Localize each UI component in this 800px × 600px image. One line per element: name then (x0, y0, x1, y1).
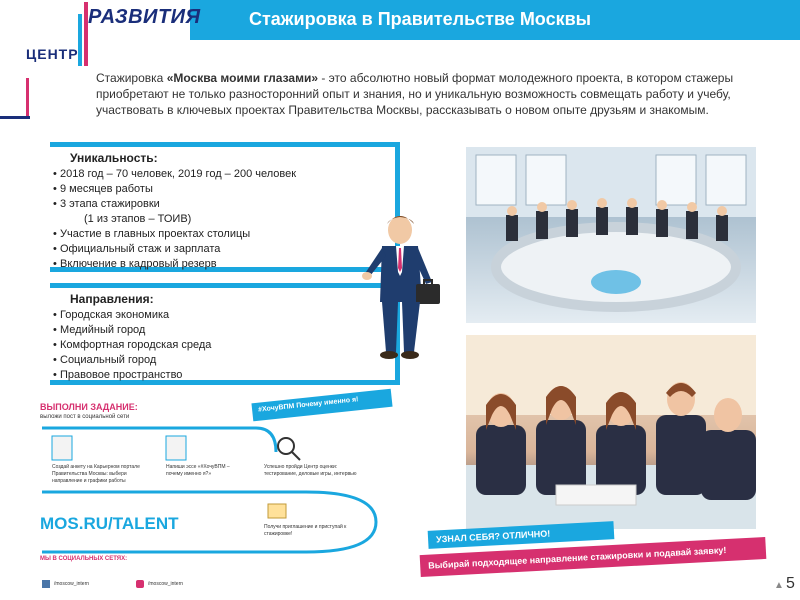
step-1-text: Создай анкету на Карьерном портале Правительства Москвы: выбери направление и графики работы (52, 464, 140, 484)
list-item: (1 из этапов – ТОИВ) (84, 213, 192, 225)
page-title: Стажировка в Правительстве Москвы (248, 9, 592, 29)
directions-list (50, 308, 391, 383)
list-item: • Правовое пространство (50, 368, 391, 383)
banner-top: УЗНАЛ СЕБЯ? ОТЛИЧНО! (428, 521, 615, 549)
uniqueness-title: Уникальность: (70, 151, 158, 165)
logo-accent-line (0, 116, 30, 119)
directions-title: Направления: (70, 292, 154, 306)
directions-box (50, 283, 400, 385)
logo-text-top: РАЗВИТИЯ (88, 6, 201, 28)
intro-project-name: «Москва моими глазами» (166, 71, 318, 85)
list-item: • Участие в главных проектах столицы (50, 227, 391, 242)
intro-paragraph (96, 70, 776, 118)
task-subtitle: выложи пост в социальной сети (40, 414, 130, 420)
step-2-text: Напиши эссе «#ХочуВПМ – почему именно я?» (166, 464, 230, 477)
hashtag-label: #ХочуВПМ Почему именно я! (251, 389, 392, 422)
page-number: 5 (786, 575, 795, 592)
list-item: • 9 месяцев работы (50, 182, 391, 197)
businessman-illustration (356, 212, 446, 362)
uniqueness-list (50, 167, 391, 272)
vk-link[interactable]: /moscow_intern (54, 581, 90, 587)
social-title: МЫ В СОЦИАЛЬНЫХ СЕТЯХ: (40, 556, 128, 562)
list-item: • Медийный город (50, 323, 391, 338)
application-infographic (36, 392, 396, 600)
list-item: • Городская экономика (50, 308, 391, 323)
logo-stripe-blue (78, 14, 82, 66)
page-marker-icon: ▲ (774, 580, 784, 591)
intro-prefix: Стажировка (96, 71, 167, 85)
list-item: • Включение в кадровый резерв (50, 257, 391, 272)
step-4-text: Получи приглашение и приступай к стажировке! (264, 524, 347, 537)
site-link[interactable]: MOS.RU/TALENT (40, 514, 179, 533)
uniqueness-box (50, 142, 400, 272)
step-3-text: Успешно пройди Центр оценки: тестирование, деловые игры, интервью (264, 464, 357, 477)
list-item: • Социальный город (50, 353, 391, 368)
interns-photo (466, 335, 756, 529)
meeting-photo (466, 147, 756, 323)
logo-text-bottom: ЦЕНТР (26, 46, 79, 62)
logo-accent-pink (26, 78, 29, 118)
task-title: ВЫПОЛНИ ЗАДАНИЕ: (40, 402, 138, 412)
instagram-link[interactable]: /moscow_intern (148, 581, 184, 587)
list-item: • 3 этапа стажировки (50, 197, 391, 212)
list-item: • Официальный стаж и зарплата (50, 242, 391, 257)
list-item: • Комфортная городская среда (50, 338, 391, 353)
infographic-path (36, 392, 396, 600)
banner-bottom: Выбирай подходящее направление стажировки и подавай заявку! (420, 537, 767, 577)
intro-text: - это абсолютно новый формат молодежного проекта, в котором стажеры приобретают не только разносторонний опыт и знания, но и уникальную возможность совмещать работу и учебу, участвовать в ключевых проектах Правительства Москвы, рассказывать о новом опыте друзьям и знакомым. (96, 71, 734, 117)
list-item: • 2018 год – 70 человек, 2019 год – 200 человек (50, 167, 391, 182)
